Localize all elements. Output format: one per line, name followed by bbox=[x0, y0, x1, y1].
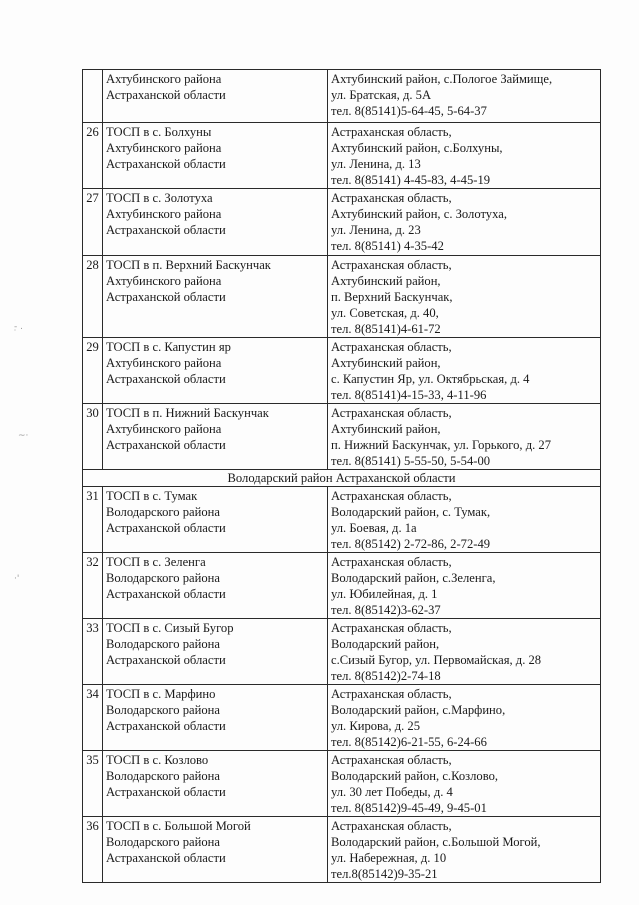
address-line: Астраханская область, bbox=[331, 621, 452, 635]
address-line: Астраханская область, bbox=[331, 191, 452, 205]
organization-name-line: Астраханской области bbox=[106, 157, 226, 171]
row-number: 34 bbox=[83, 685, 103, 751]
address-line: тел. 8(85141) 5-55-50, 5-54-00 bbox=[331, 454, 491, 468]
row-number: 32 bbox=[83, 553, 103, 619]
organization-name-cell bbox=[103, 553, 328, 619]
address-line: Володарский район, с.Большой Могой, bbox=[331, 835, 541, 849]
organization-name-line: ТОСП в с. Болхуны bbox=[106, 125, 212, 139]
address-cell bbox=[328, 817, 601, 883]
address-line: Володарский район, с. Тумак, bbox=[331, 505, 491, 519]
address-cell bbox=[328, 70, 601, 123]
address-line: Ахтубинский район, bbox=[331, 422, 441, 436]
address-cell bbox=[328, 404, 601, 470]
organization-name-line: Володарского района bbox=[106, 637, 220, 651]
organization-name-line: ТОСП в с. Капустин яр bbox=[106, 340, 231, 354]
organization-name-cell bbox=[103, 751, 328, 817]
scan-artifact: -̣ . bbox=[14, 322, 23, 332]
table-row bbox=[83, 256, 601, 338]
organization-name-cell bbox=[103, 70, 328, 123]
organization-name-cell bbox=[103, 487, 328, 553]
address-line: тел.8(85142)9-35-21 bbox=[331, 867, 438, 881]
address-cell bbox=[328, 123, 601, 189]
organization-name-line: ТОСП в с. Тумак bbox=[106, 489, 198, 503]
address-line: Астраханская область, bbox=[331, 687, 452, 701]
row-number: 30 bbox=[83, 404, 103, 470]
address-cell bbox=[328, 189, 601, 256]
address-line: ул. Юбилейная, д. 1 bbox=[331, 587, 438, 601]
address-line: Астраханская область, bbox=[331, 753, 452, 767]
organization-name-line: Володарского района bbox=[106, 835, 220, 849]
address-line: тел. 8(85142)9-45-49, 9-45-01 bbox=[331, 801, 487, 815]
organization-name-line: Володарского района bbox=[106, 769, 220, 783]
table-row bbox=[83, 189, 601, 256]
row-number: 33 bbox=[83, 619, 103, 685]
table-row bbox=[83, 123, 601, 189]
row-number: 36 bbox=[83, 817, 103, 883]
organization-name-line: Ахтубинского района bbox=[106, 141, 222, 155]
organization-name-line: ТОСП в с. Зеленга bbox=[106, 555, 206, 569]
organization-name-cell bbox=[103, 817, 328, 883]
organization-name-line: Володарского района bbox=[106, 571, 220, 585]
organization-name-cell bbox=[103, 338, 328, 404]
address-line: Ахтубинский район, с.Болхуны, bbox=[331, 141, 503, 155]
address-line: Ахтубинский район, bbox=[331, 356, 441, 370]
address-line: Володарский район, bbox=[331, 637, 440, 651]
row-number: 28 bbox=[83, 256, 103, 338]
address-cell bbox=[328, 256, 601, 338]
organization-name-cell bbox=[103, 123, 328, 189]
address-cell bbox=[328, 685, 601, 751]
address-line: Ахтубинский район, bbox=[331, 274, 441, 288]
table-row bbox=[83, 70, 601, 123]
address-cell bbox=[328, 619, 601, 685]
address-line: с. Капустин Яр, ул. Октябрьская, д. 4 bbox=[331, 372, 530, 386]
organization-name-line: Астраханской области bbox=[106, 719, 226, 733]
organization-name-line: Володарского района bbox=[106, 505, 220, 519]
organization-name-line: Астраханской области bbox=[106, 521, 226, 535]
address-line: Астраханская область, bbox=[331, 125, 452, 139]
row-number: 31 bbox=[83, 487, 103, 553]
address-line: тел. 8(85141)4-15-33, 4-11-96 bbox=[331, 388, 487, 402]
address-line: Астраханская область, bbox=[331, 406, 452, 420]
organization-name-line: ТОСП в с. Козлово bbox=[106, 753, 209, 767]
organization-name-line: ТОСП в с. Марфино bbox=[106, 687, 216, 701]
address-line: тел. 8(85142)3-62-37 bbox=[331, 603, 441, 617]
address-line: ул. Ленина, д. 13 bbox=[331, 157, 421, 171]
address-line: ул. Братская, д. 5А bbox=[331, 88, 432, 102]
address-line: с.Сизый Бугор, ул. Первомайская, д. 28 bbox=[331, 653, 542, 667]
address-line: Астраханская область, bbox=[331, 555, 452, 569]
address-line: Астраханская область, bbox=[331, 340, 452, 354]
address-line: тел. 8(85141) 4-45-83, 4-45-19 bbox=[331, 173, 491, 187]
address-cell bbox=[328, 751, 601, 817]
address-line: ул. Кирова, д. 25 bbox=[331, 719, 421, 733]
address-line: тел. 8(85141)5-64-45, 5-64-37 bbox=[331, 104, 487, 118]
table-row bbox=[83, 817, 601, 883]
address-line: ул. Набережная, д. 10 bbox=[331, 851, 447, 865]
address-cell bbox=[328, 487, 601, 553]
organization-name-line: Астраханской области bbox=[106, 372, 226, 386]
address-line: ул. Боевая, д. 1а bbox=[331, 521, 417, 535]
table-row bbox=[83, 404, 601, 470]
address-line: Астраханская область, bbox=[331, 258, 452, 272]
organization-name-line: Ахтубинского района bbox=[106, 207, 222, 221]
address-line: тел. 8(85141)4-61-72 bbox=[331, 322, 441, 336]
table-row bbox=[83, 553, 601, 619]
organization-name-line: ТОСП в с. Большой Могой bbox=[106, 819, 251, 833]
organization-name-line: Астраханской области bbox=[106, 653, 226, 667]
organization-name-line: ТОСП в п. Нижний Баскунчак bbox=[106, 406, 269, 420]
organization-name-line: ТОСП в с. Сизый Бугор bbox=[106, 621, 234, 635]
address-line: Астраханская область, bbox=[331, 819, 452, 833]
organization-name-cell bbox=[103, 189, 328, 256]
organization-name-line: Володарского района bbox=[106, 703, 220, 717]
row-number: 26 bbox=[83, 123, 103, 189]
address-cell bbox=[328, 553, 601, 619]
address-line: Володарский район, с.Козлово, bbox=[331, 769, 499, 783]
address-line: п. Верхний Баскунчак, bbox=[331, 290, 453, 304]
row-number: 27 bbox=[83, 189, 103, 256]
organization-name-line: ТОСП в с. Золотуха bbox=[106, 191, 213, 205]
table-row bbox=[83, 751, 601, 817]
organization-name-line: Астраханской области bbox=[106, 438, 226, 452]
address-line: Астраханская область, bbox=[331, 489, 452, 503]
address-line: Ахтубинский район, с. Золотуха, bbox=[331, 207, 507, 221]
address-line: тел. 8(85142)6-21-55, 6-24-66 bbox=[331, 735, 487, 749]
organization-name-cell bbox=[103, 685, 328, 751]
organization-name-line: Ахтубинского района bbox=[106, 356, 222, 370]
address-line: тел. 8(85141) 4-35-42 bbox=[331, 239, 444, 253]
row-number bbox=[83, 70, 103, 123]
table-row bbox=[83, 619, 601, 685]
organization-name-line: Ахтубинского района bbox=[106, 72, 222, 86]
table-row bbox=[83, 487, 601, 553]
organization-name-cell bbox=[103, 256, 328, 338]
organization-name-line: Астраханской области bbox=[106, 223, 226, 237]
address-line: ул. Ленина, д. 23 bbox=[331, 223, 421, 237]
address-line: ул. 30 лет Победы, д. 4 bbox=[331, 785, 453, 799]
organization-name-line: Астраханской области bbox=[106, 587, 226, 601]
organization-name-line: Ахтубинского района bbox=[106, 422, 222, 436]
address-cell bbox=[328, 338, 601, 404]
address-line: тел. 8(85142) 2-72-86, 2-72-49 bbox=[331, 537, 491, 551]
scan-artifact: ~· bbox=[18, 431, 29, 441]
address-line: ул. Советская, д. 40, bbox=[331, 306, 439, 320]
organization-name-line: Астраханской области bbox=[106, 851, 226, 865]
organization-name-line: Астраханской области bbox=[106, 785, 226, 799]
address-line: тел. 8(85142)2-74-18 bbox=[331, 669, 441, 683]
organization-name-line: ТОСП в п. Верхний Баскунчак bbox=[106, 258, 271, 272]
table-row bbox=[83, 338, 601, 404]
organization-name-line: Астраханской области bbox=[106, 88, 226, 102]
address-line: Ахтубинский район, с.Пологое Займище, bbox=[331, 72, 553, 86]
scan-artifact: ·' bbox=[14, 574, 20, 584]
organization-name-cell bbox=[103, 404, 328, 470]
section-header-row bbox=[83, 470, 601, 487]
organization-name-line: Ахтубинского района bbox=[106, 274, 222, 288]
address-line: п. Нижний Баскунчак, ул. Горького, д. 27 bbox=[331, 438, 552, 452]
registry-table-body bbox=[83, 70, 601, 883]
registry-table bbox=[82, 69, 601, 883]
organization-name-line: Астраханской области bbox=[106, 290, 226, 304]
section-title: Володарский район Астраханской области bbox=[83, 470, 601, 487]
address-line: Володарский район, с.Марфино, bbox=[331, 703, 506, 717]
address-line: Володарский район, с.Зеленга, bbox=[331, 571, 496, 585]
row-number: 35 bbox=[83, 751, 103, 817]
row-number: 29 bbox=[83, 338, 103, 404]
organization-name-cell bbox=[103, 619, 328, 685]
table-row bbox=[83, 685, 601, 751]
